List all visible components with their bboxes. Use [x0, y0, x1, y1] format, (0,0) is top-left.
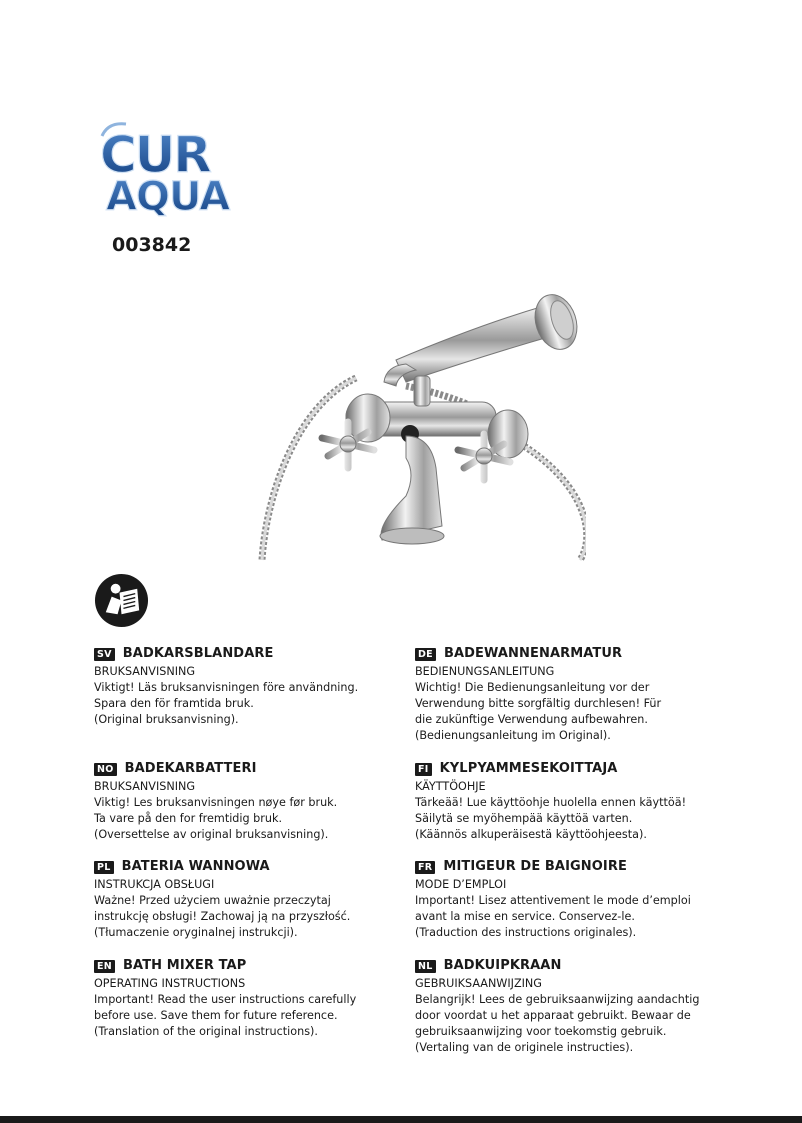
language-badge: DE: [415, 648, 436, 661]
section-nl: [415, 957, 715, 1056]
section-title: BATH MIXER TAP: [123, 958, 247, 973]
language-badge: NO: [94, 763, 117, 776]
section-line: Important! Lisez attentivement le mode d’emploi: [415, 894, 691, 907]
curaqua-logo: [96, 120, 246, 220]
section-subtitle: OPERATING INSTRUCTIONS: [94, 977, 246, 990]
section-pl: [94, 858, 394, 941]
section-title: KYLPYAMMESEKOITTAJA: [439, 761, 618, 776]
language-badge: PL: [94, 861, 114, 874]
section-subtitle: GEBRUIKSAANWIJZING: [415, 977, 542, 990]
section-subtitle: BRUKSANVISNING: [94, 665, 196, 678]
section-line: before use. Save them for future reference.: [94, 1009, 338, 1022]
language-badge: EN: [94, 960, 115, 973]
logo-line1: CUR: [100, 126, 210, 184]
section-line: Viktig! Les bruksanvisningen nøye før bruk.: [94, 796, 338, 809]
read-manual-icon: [94, 573, 149, 628]
section-line: Viktigt! Läs bruksanvisningen före användning.: [94, 681, 359, 694]
section-line: die zukünftige Verwendung aufbewahren.: [415, 713, 648, 726]
section-line: Tärkeää! Lue käyttöohje huolella ennen käyttöä!: [415, 796, 687, 809]
section-line: Ważne! Przed użyciem uważnie przeczytaj: [94, 894, 331, 907]
language-badge: FI: [415, 763, 432, 776]
section-subtitle: BRUKSANVISNING: [94, 780, 196, 793]
section-line: instrukcję obsługi! Zachowaj ją na przyszłość.: [94, 910, 351, 923]
section-subtitle: KÄYTTÖOHJE: [415, 780, 486, 793]
section-line: (Vertaling van de originele instructies).: [415, 1041, 634, 1054]
language-badge: SV: [94, 648, 115, 661]
product-code: 003842: [112, 234, 192, 256]
section-subtitle: MODE D’EMPLOI: [415, 878, 507, 891]
section-title: BADEWANNENARMATUR: [443, 646, 623, 661]
section-title: BATERIA WANNOWA: [121, 859, 270, 874]
section-line: avant la mise en service. Conservez-le.: [415, 910, 635, 923]
section-en: [94, 957, 394, 1040]
section-line: (Original bruksanvisning).: [94, 713, 239, 726]
section-line: Wichtig! Die Bedienungsanleitung vor der: [415, 681, 650, 694]
section-line: Belangrijk! Lees de gebruiksaanwijzing aandachtig: [415, 993, 700, 1006]
section-line: door voordat u het apparaat gebruikt. Bewaar de: [415, 1009, 691, 1022]
section-line: Säilytä se myöhempää käyttöä varten.: [415, 812, 633, 825]
section-line: (Oversettelse av original bruksanvisning).: [94, 828, 329, 841]
section-line: Ta vare på den for fremtidig bruk.: [94, 812, 283, 825]
section-fi: [415, 760, 715, 843]
section-title: BADKUIPKRAAN: [443, 958, 562, 973]
section-fr: [415, 858, 715, 941]
section-line: Spara den för framtida bruk.: [94, 697, 254, 710]
bath-mixer-tap-image: [256, 286, 586, 562]
section-line: (Bedienungsanleitung im Original).: [415, 729, 611, 742]
section-sv: [94, 645, 394, 728]
section-no: [94, 760, 394, 843]
section-subtitle: INSTRUKCJA OBSŁUGI: [94, 878, 215, 891]
section-line: (Käännös alkuperäisestä käyttöohjeesta).: [415, 828, 647, 841]
section-line: Important! Read the user instructions carefully: [94, 993, 357, 1006]
section-line: (Traduction des instructions originales).: [415, 926, 637, 939]
section-line: (Translation of the original instructions).: [94, 1025, 318, 1038]
bottom-rule: [0, 1116, 802, 1123]
logo-line2: AQUA: [106, 174, 230, 220]
section-de: [415, 645, 715, 744]
language-badge: NL: [415, 960, 436, 973]
section-line: (Tłumaczenie oryginalnej instrukcji).: [94, 926, 298, 939]
language-badge: FR: [415, 861, 435, 874]
section-subtitle: BEDIENUNGSANLEITUNG: [415, 665, 555, 678]
section-title: MITIGEUR DE BAIGNOIRE: [443, 859, 627, 874]
section-line: Verwendung bitte sorgfältig durchlesen! Für: [415, 697, 662, 710]
section-title: BADKARSBLANDARE: [122, 646, 274, 661]
section-line: gebruiksaanwijzing voor toekomstig gebruik.: [415, 1025, 667, 1038]
section-title: BADEKARBATTERI: [124, 761, 257, 776]
